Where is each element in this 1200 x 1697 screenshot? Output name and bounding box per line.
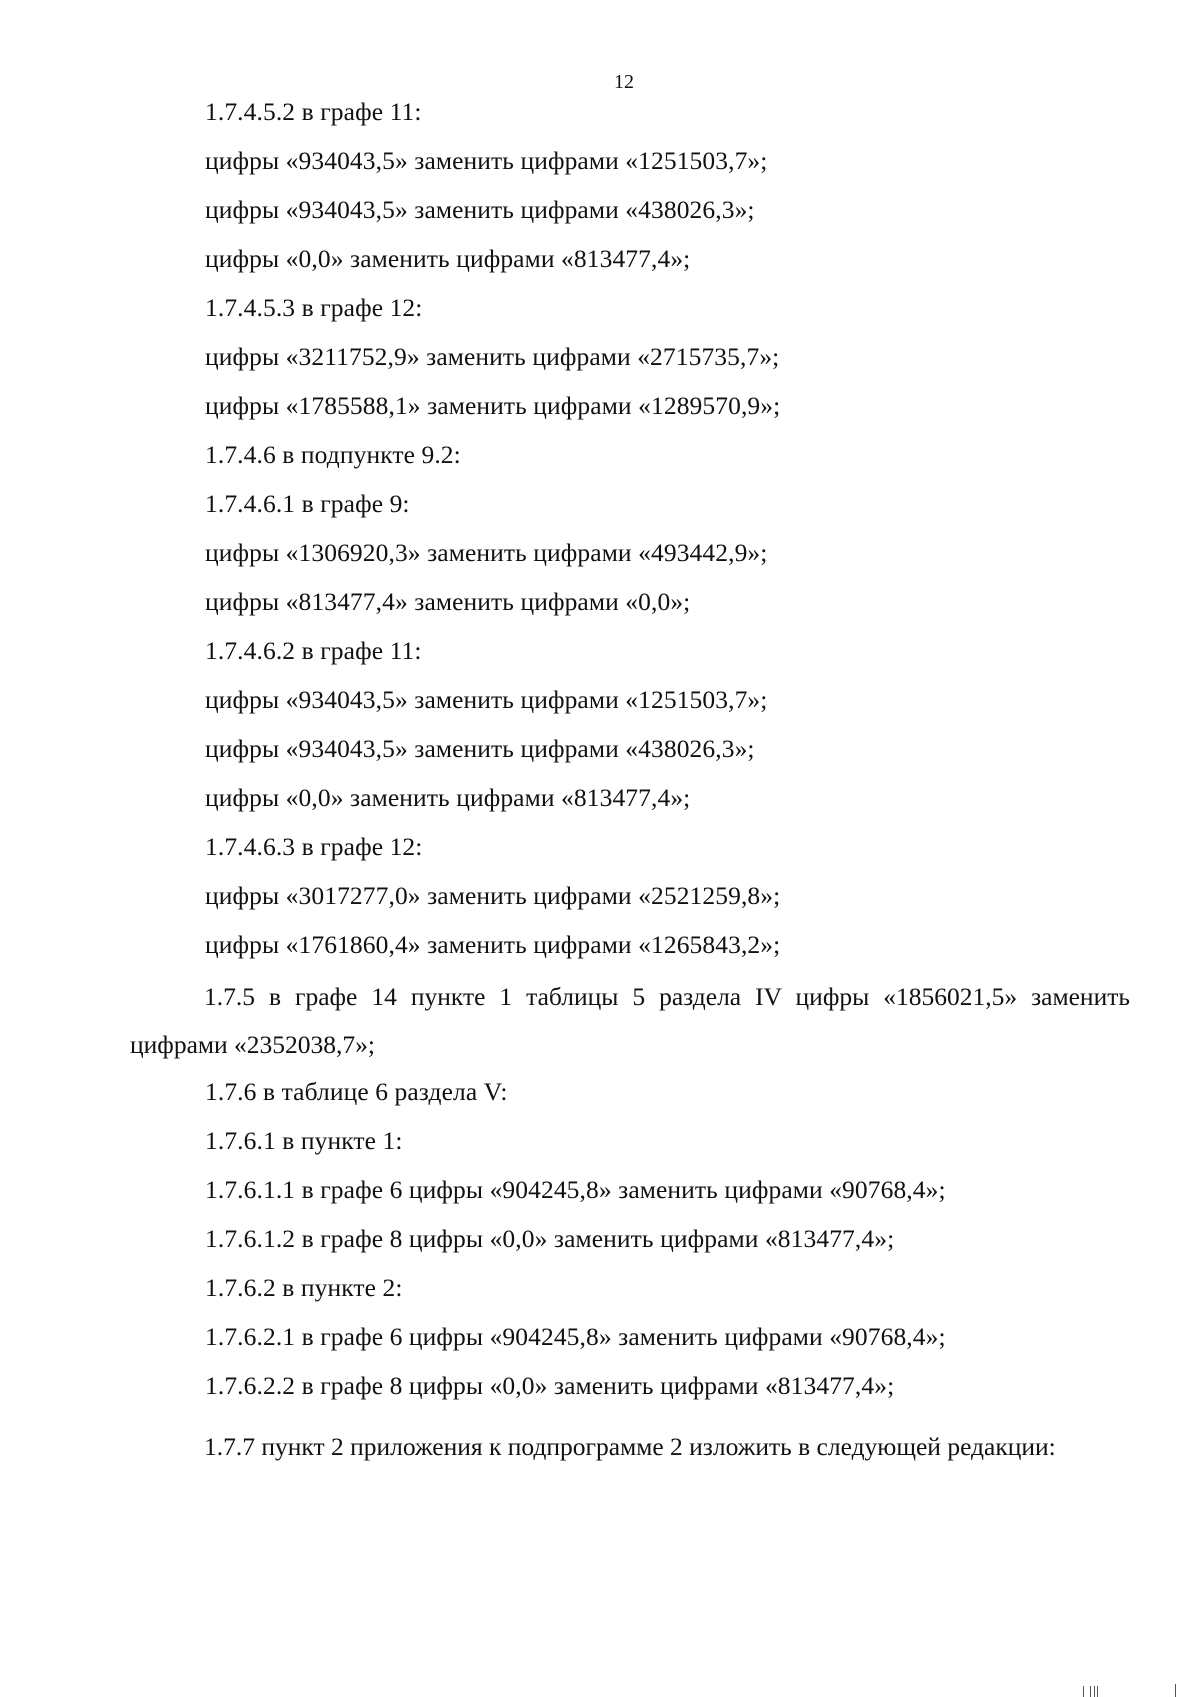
replacement-line: цифры «934043,5» заменить цифрами «1251503,7»; xyxy=(205,146,768,175)
scan-artifact xyxy=(1094,1686,1095,1697)
clause-1-7-6-2-2: 1.7.6.2.2 в графе 8 цифры «0,0» заменить цифрами «813477,4»; xyxy=(205,1371,895,1400)
replacement-line: цифры «3017277,0» заменить цифрами «2521259,8»; xyxy=(205,881,781,910)
page-number: 12 xyxy=(614,71,634,93)
clause-1-7-4-6-2: 1.7.4.6.2 в графе 11: xyxy=(205,636,422,665)
replacement-line: цифры «813477,4» заменить цифрами «0,0»; xyxy=(205,587,691,616)
clause-1-7-6: 1.7.6 в таблице 6 раздела V: xyxy=(205,1077,508,1106)
clause-1-7-4-6: 1.7.4.6 в подпункте 9.2: xyxy=(205,440,461,469)
replacement-line: цифры «1761860,4» заменить цифрами «1265843,2»; xyxy=(205,930,781,959)
scan-artifact xyxy=(1175,1684,1176,1697)
scan-artifact xyxy=(1083,1686,1084,1697)
scan-artifact xyxy=(1097,1686,1098,1697)
replacement-line: цифры «0,0» заменить цифрами «813477,4»; xyxy=(205,244,691,273)
replacement-line: цифры «934043,5» заменить цифрами «438026,3»; xyxy=(205,195,755,224)
clause-1-7-4-6-1: 1.7.4.6.1 в графе 9: xyxy=(205,489,410,518)
clause-1-7-4-5-3: 1.7.4.5.3 в графе 12: xyxy=(205,293,423,322)
clause-1-7-7-paragraph: 1.7.7 пункт 2 приложения к подпрограмме 2 изложить в следующей редакции: xyxy=(204,1432,1056,1461)
clause-1-7-6-1: 1.7.6.1 в пункте 1: xyxy=(205,1126,403,1155)
clause-1-7-5-paragraph: 1.7.5 в графе 14 пункте 1 таблицы 5 раздела IV цифры «1856021,5» заменить цифрами «2352038,7»; xyxy=(130,982,1130,1059)
clause-1-7-6-1-2: 1.7.6.1.2 в графе 8 цифры «0,0» заменить цифрами «813477,4»; xyxy=(205,1224,895,1253)
clause-1-7-6-2: 1.7.6.2 в пункте 2: xyxy=(205,1273,403,1302)
replacement-line: цифры «0,0» заменить цифрами «813477,4»; xyxy=(205,783,691,812)
replacement-line: цифры «934043,5» заменить цифрами «1251503,7»; xyxy=(205,685,768,714)
clause-1-7-4-5-2: 1.7.4.5.2 в графе 11: xyxy=(205,97,422,126)
clause-1-7-6-2-1: 1.7.6.2.1 в графе 6 цифры «904245,8» заменить цифрами «90768,4»; xyxy=(205,1322,946,1351)
clause-1-7-6-1-1: 1.7.6.1.1 в графе 6 цифры «904245,8» заменить цифрами «90768,4»; xyxy=(205,1175,946,1204)
clause-1-7-4-6-3: 1.7.4.6.3 в графе 12: xyxy=(205,832,423,861)
scan-artifact xyxy=(1090,1686,1091,1697)
replacement-line: цифры «1306920,3» заменить цифрами «493442,9»; xyxy=(205,538,768,567)
replacement-line: цифры «1785588,1» заменить цифрами «1289570,9»; xyxy=(205,391,781,420)
replacement-line: цифры «3211752,9» заменить цифрами «2715735,7»; xyxy=(205,342,780,371)
replacement-line: цифры «934043,5» заменить цифрами «438026,3»; xyxy=(205,734,755,763)
